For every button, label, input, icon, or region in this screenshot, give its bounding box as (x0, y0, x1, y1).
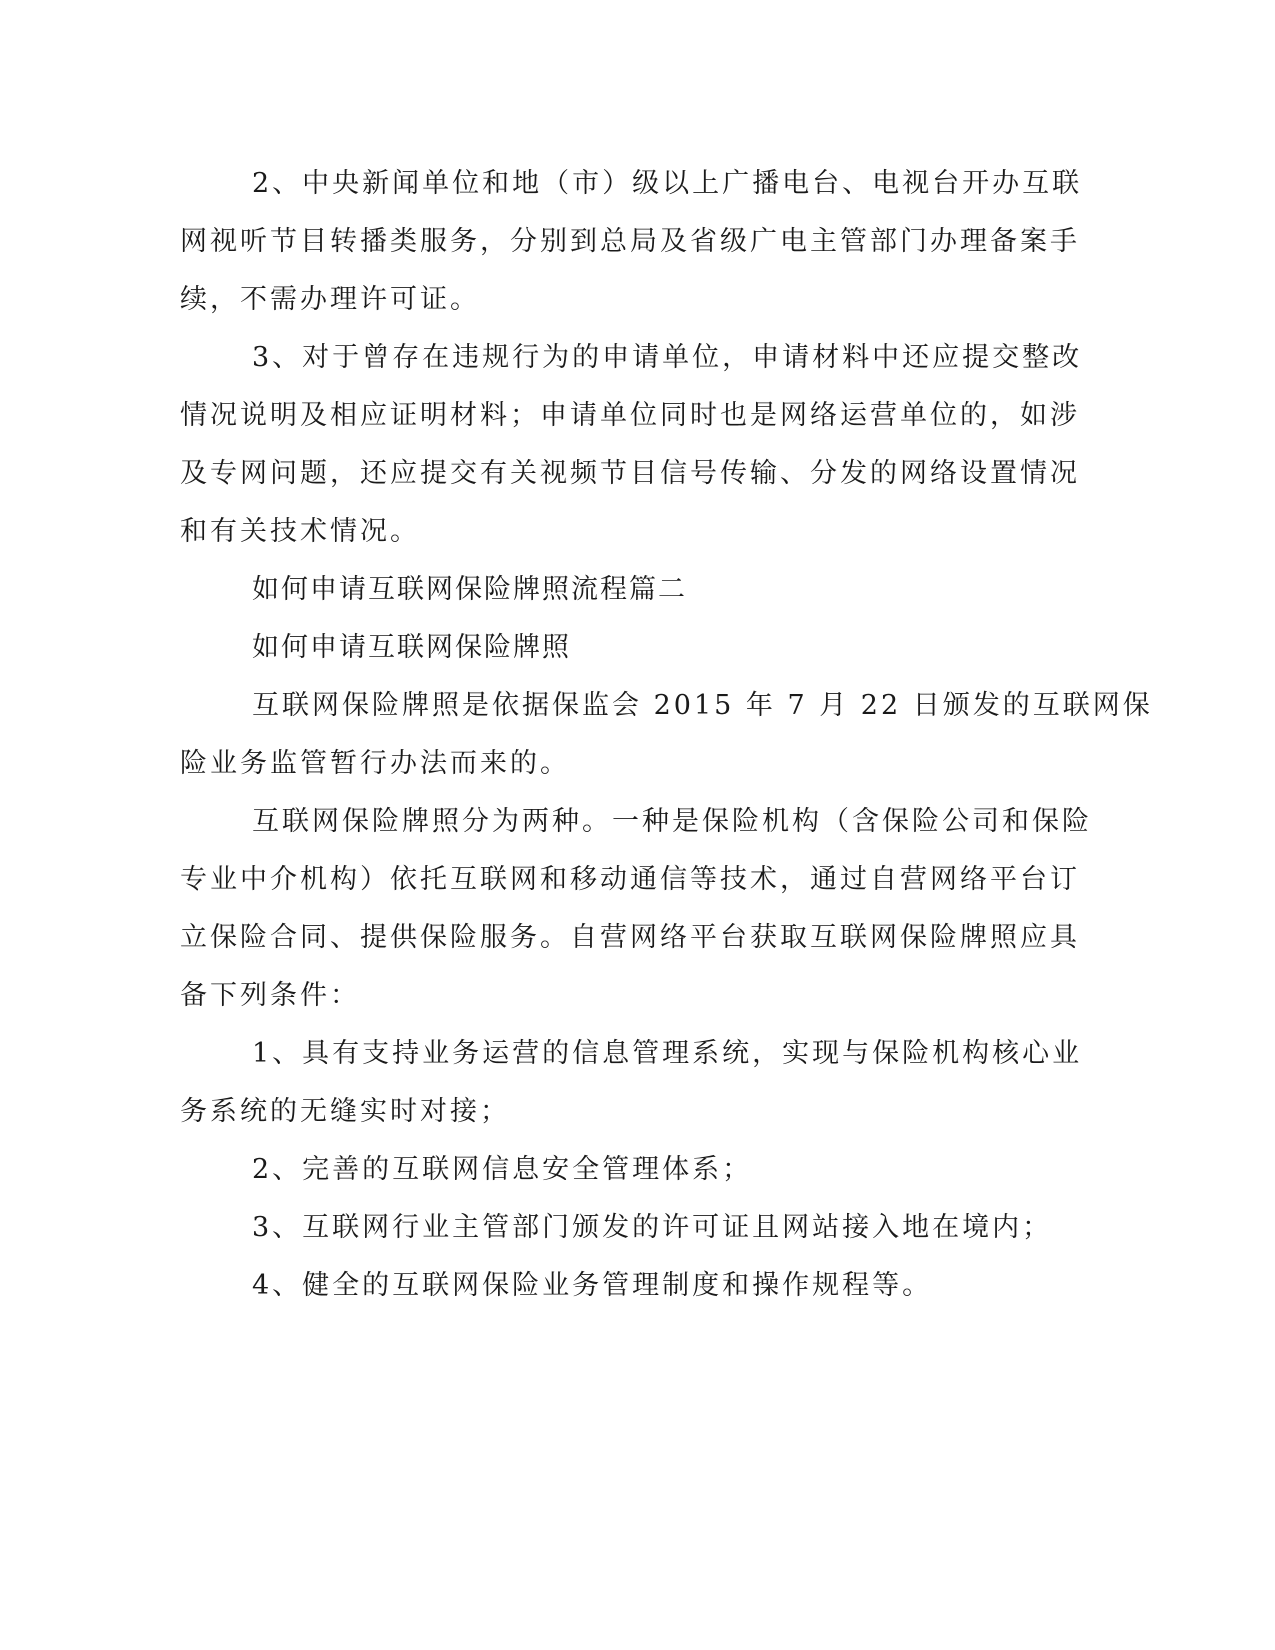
text-line: 3、对于曾存在违规行为的申请单位，申请材料中还应提交整改 (252, 342, 1083, 373)
text-line: 互联网保险牌照是依据保监会 2015 年 7 月 22 日颁发的互联网保 (252, 690, 1153, 721)
text-line: 互联网保险牌照分为两种。一种是保险机构（含保险公司和保险 (252, 806, 1092, 837)
text-line: 2、中央新闻单位和地（市）级以上广播电台、电视台开办互联 (252, 168, 1083, 199)
paragraph-condition-2 (180, 1141, 1040, 1199)
paragraph-license-types (180, 793, 1092, 1025)
text-line: 立保险合同、提供保险服务。自营网络平台获取互联网保险牌照应具 (180, 922, 1080, 953)
paragraph-condition-1 (180, 1025, 1083, 1141)
text-line: 2、完善的互联网信息安全管理体系； (252, 1154, 753, 1185)
text-line: 4、健全的互联网保险业务管理制度和操作规程等。 (252, 1270, 933, 1301)
heading-text: 如何申请互联网保险牌照 (252, 632, 571, 663)
text-line: 险业务监管暂行办法而来的。 (180, 748, 570, 779)
paragraph-item-3 (180, 329, 1083, 561)
text-line: 备下列条件： (180, 980, 360, 1011)
text-line: 情况说明及相应证明材料；申请单位同时也是网络运营单位的，如涉 (180, 400, 1080, 431)
text-line: 专业中介机构）依托互联网和移动通信等技术，通过自营网络平台订 (180, 864, 1080, 895)
text-line: 3、互联网行业主管部门颁发的许可证且网站接入地在境内； (252, 1212, 1053, 1243)
paragraph-condition-4 (180, 1257, 1040, 1315)
text-line: 1、具有支持业务运营的信息管理系统，实现与保险机构核心业 (252, 1038, 1083, 1069)
text-line: 务系统的无缝实时对接； (180, 1096, 510, 1127)
section-heading-how-to-apply (180, 619, 1040, 677)
text-line: 续，不需办理许可证。 (180, 284, 480, 315)
text-line: 及专网问题，还应提交有关视频节目信号传输、分发的网络设置情况 (180, 458, 1080, 489)
heading-text: 如何申请互联网保险牌照流程篇二 (252, 574, 687, 605)
paragraph-license-basis (180, 677, 1153, 793)
text-line: 网视听节目转播类服务，分别到总局及省级广电主管部门办理备案手 (180, 226, 1080, 257)
document-body (180, 155, 1153, 1315)
paragraph-condition-3 (180, 1199, 1053, 1257)
section-heading-part2 (180, 561, 1040, 619)
text-line: 和有关技术情况。 (180, 516, 420, 547)
paragraph-item-2 (180, 155, 1083, 329)
